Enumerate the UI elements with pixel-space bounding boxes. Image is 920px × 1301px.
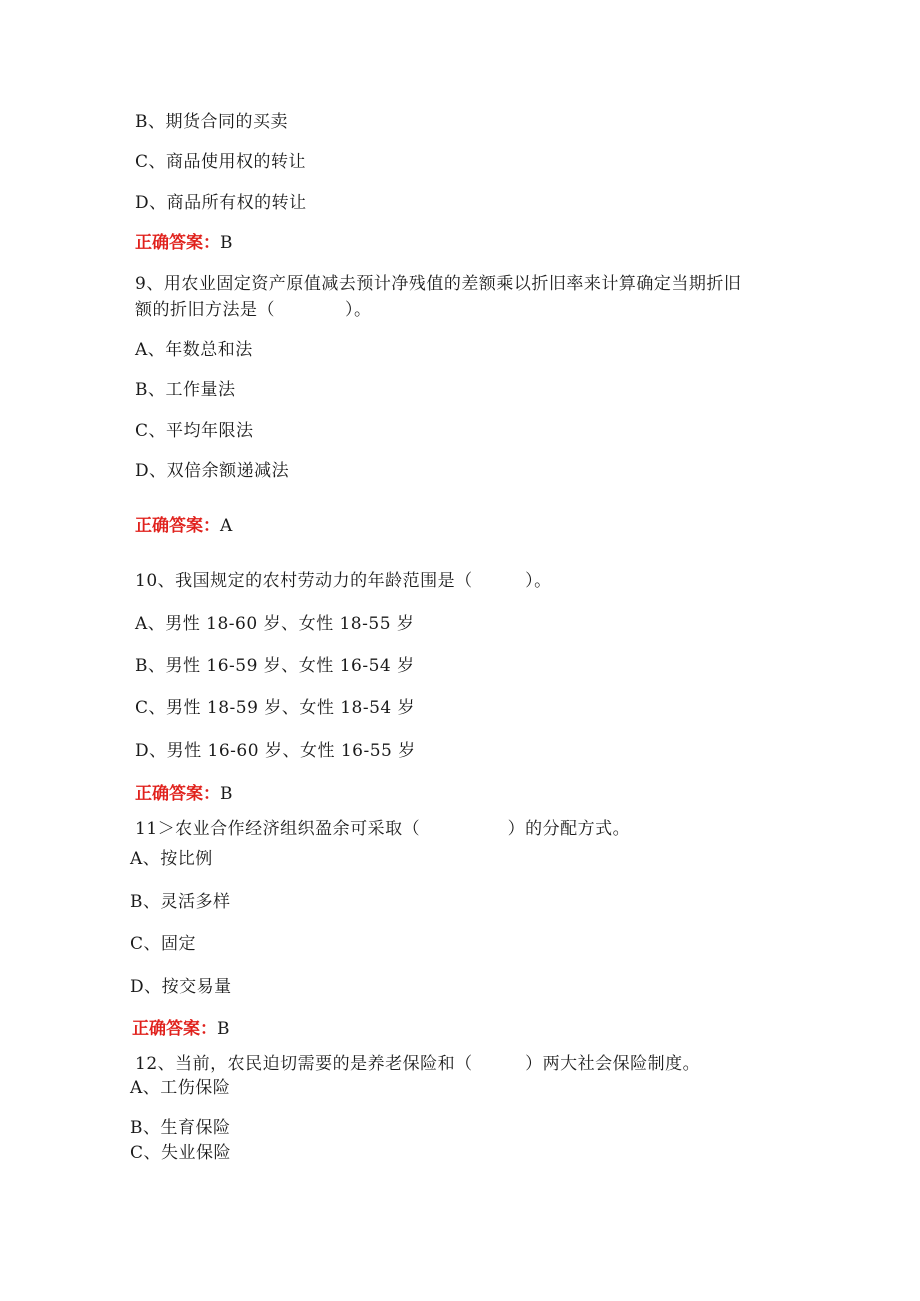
q9-answer xyxy=(135,514,232,538)
answer-label: 正确答案： xyxy=(132,1019,217,1039)
q12-option-a: A、工伤保险 xyxy=(130,1078,231,1098)
q10-stem: 10、我国规定的农村劳动力的年龄范围是（ ）。 xyxy=(135,571,552,591)
q9-option-a: A、年数总和法 xyxy=(135,340,253,360)
q12-option-b: B、生育保险 xyxy=(130,1118,231,1138)
q8-option-b: B、期货合同的买卖 xyxy=(135,112,288,132)
q9-stem-line1: 9、用农业固定资产原值减去预计净残值的差额乘以折旧率来计算确定当期折旧 xyxy=(135,274,742,294)
q10-answer xyxy=(135,782,233,806)
q11-answer xyxy=(132,1017,230,1041)
q8-option-d: D、商品所有权的转让 xyxy=(135,193,307,213)
q9-option-c: C、平均年限法 xyxy=(135,421,254,441)
q9-option-b: B、工作量法 xyxy=(135,380,236,400)
q12-stem: 12、当前，农民迫切需要的是养老保险和（ ）两大社会保险制度。 xyxy=(135,1054,701,1074)
answer-value: B xyxy=(220,784,233,804)
q10-option-b: B、男性 16-59 岁、女性 16-54 岁 xyxy=(135,656,415,676)
q10-option-a: A、男性 18-60 岁、女性 18-55 岁 xyxy=(135,614,415,634)
q11-stem: 11＞农业合作经济组织盈余可采取（ ）的分配方式。 xyxy=(135,819,631,839)
q10-option-d: D、男性 16-60 岁、女性 16-55 岁 xyxy=(135,741,416,761)
q9-stem-line2: 额的折旧方法是（ ）。 xyxy=(135,300,372,320)
q11-option-b: B、灵活多样 xyxy=(130,892,231,912)
answer-label: 正确答案： xyxy=(135,233,220,253)
q11-option-d: D、按交易量 xyxy=(130,977,232,997)
answer-value: B xyxy=(220,233,233,253)
q8-option-c: C、商品使用权的转让 xyxy=(135,152,307,172)
answer-label: 正确答案： xyxy=(135,516,220,536)
q9-option-d: D、双倍余额递减法 xyxy=(135,461,290,481)
q11-option-c: C、固定 xyxy=(130,934,197,954)
q12-option-c: C、失业保险 xyxy=(130,1143,232,1163)
answer-value: A xyxy=(220,516,233,536)
q8-answer xyxy=(135,231,233,255)
q10-option-c: C、男性 18-59 岁、女性 18-54 岁 xyxy=(135,698,416,718)
answer-value: B xyxy=(217,1019,230,1039)
q11-option-a: A、按比例 xyxy=(130,849,213,869)
answer-label: 正确答案： xyxy=(135,784,220,804)
